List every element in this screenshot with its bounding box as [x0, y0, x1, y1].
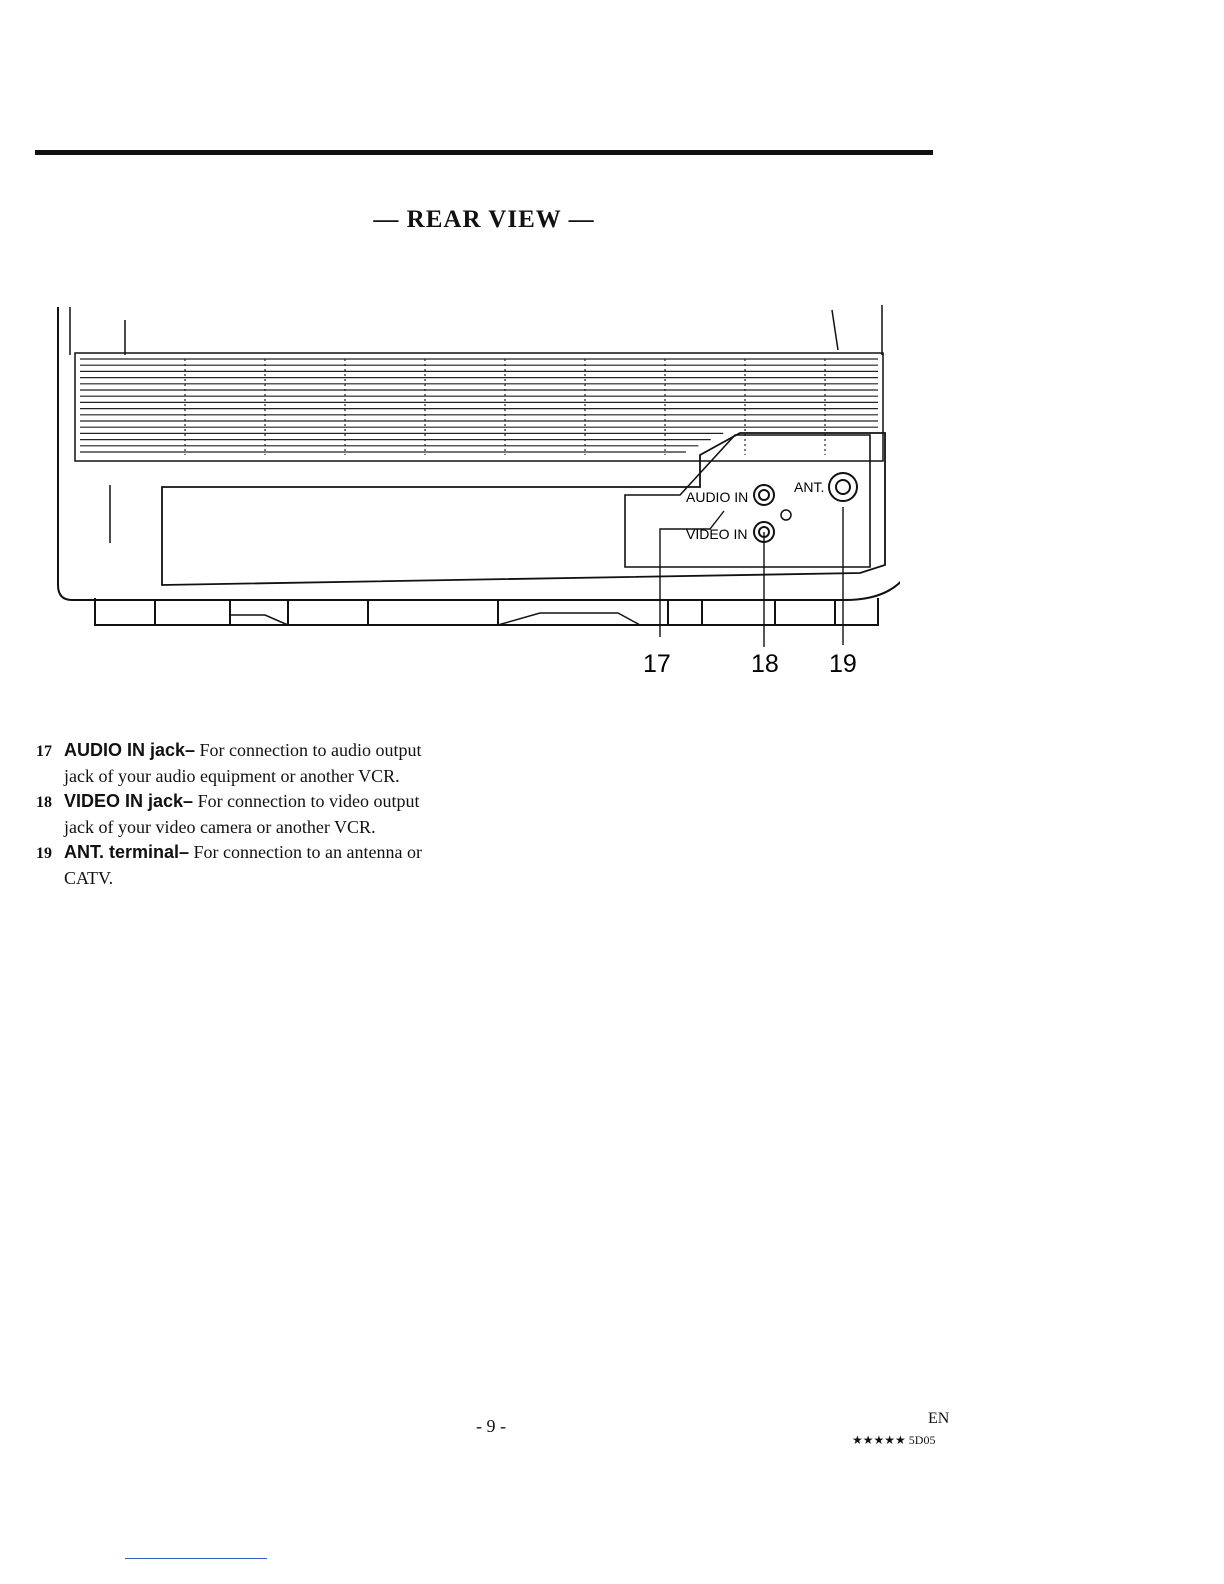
item-text-continued: CATV.	[64, 868, 114, 888]
item-term: AUDIO IN jack–	[64, 740, 196, 760]
description-item-19	[36, 840, 496, 891]
item-number: 19	[36, 845, 52, 862]
page-number: - 9 -	[476, 1416, 506, 1436]
bottom-link-line	[125, 1558, 267, 1559]
top-rule	[35, 150, 933, 155]
item-text: For connection to an antenna or	[193, 842, 422, 862]
callout-19: 19	[829, 650, 857, 678]
language-code: EN	[928, 1410, 950, 1427]
rear-view-diagram	[40, 295, 900, 690]
document-code: ★★★★★ 5D05	[852, 1433, 936, 1447]
item-number: 18	[36, 794, 52, 811]
section-title: — REAR VIEW —	[373, 206, 595, 233]
description-item-17	[36, 738, 496, 789]
audio-in-label: AUDIO IN	[686, 489, 749, 505]
item-text-continued: jack of your audio equipment or another VCR.	[64, 766, 400, 786]
audio-in-jack-icon	[754, 485, 774, 505]
callout-18: 18	[751, 650, 779, 678]
item-number: 17	[36, 743, 52, 760]
vent-slots	[80, 359, 878, 455]
item-text: For connection to audio output	[199, 740, 422, 760]
item-term: VIDEO IN jack–	[64, 791, 194, 811]
item-text-continued: jack of your video camera or another VCR.	[64, 817, 376, 837]
screw-icon	[781, 510, 791, 520]
ant-label: ANT.	[794, 479, 825, 495]
item-text: For connection to video output	[197, 791, 420, 811]
description-item-18	[36, 789, 496, 840]
item-term: ANT. terminal–	[64, 842, 190, 862]
video-in-label: VIDEO IN	[686, 526, 748, 542]
tv-rear-illustration	[40, 295, 900, 685]
ant-terminal-icon	[829, 473, 857, 501]
callout-17: 17	[643, 650, 671, 678]
